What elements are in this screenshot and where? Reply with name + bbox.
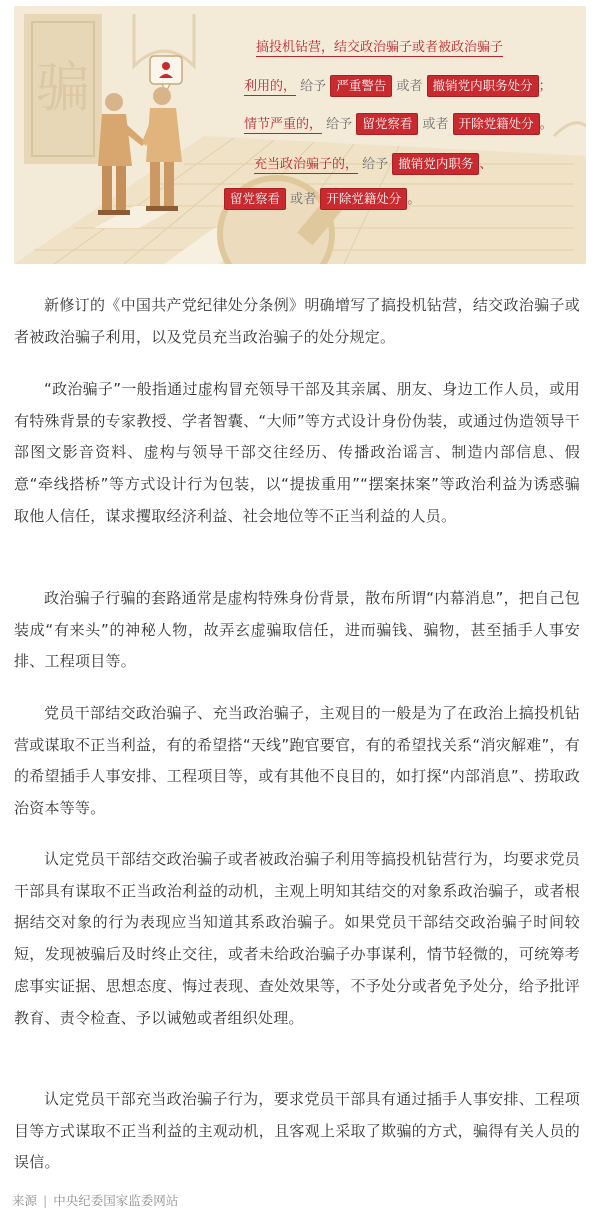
article-paragraph-6: 认定党员干部充当政治骗子行为，要求党员干部具有通过插手人事安排、工程项目等方式谋取不正当利益的主观动机，且客观上采取了欺骗的方式，骗得有关人员的误信。 bbox=[14, 1090, 580, 1172]
seal-pillar-icon bbox=[24, 14, 102, 164]
penalty-line-2: 利用的， 给予 严重警告 或者 撤销党内职务处分 ； bbox=[244, 75, 552, 97]
tag-probation: 留党察看 bbox=[356, 113, 418, 135]
offense-text: 搞投机钻营，结交政治骗子或者被政治骗子 bbox=[256, 40, 504, 55]
source-separator: | bbox=[43, 1193, 48, 1208]
tag-serious-warning: 严重警告 bbox=[330, 75, 392, 97]
penalty-line-4: 充当政治骗子的， 给予 撤销党内职务 、 bbox=[254, 153, 492, 175]
source-name: 中央纪委国家监委网站 bbox=[53, 1193, 179, 1208]
tag-revoke-party-post: 撤销党内职务处分 bbox=[427, 75, 539, 97]
tag-probation-2: 留党察看 bbox=[224, 188, 286, 210]
seal-character: 骗 bbox=[36, 56, 90, 119]
penalty-line-5: 留党察看 或者 开除党籍处分 。 bbox=[224, 188, 420, 210]
penalty-line-1 bbox=[256, 38, 503, 58]
article-paragraph-1: 新修订的《中国共产党纪律处分条例》明确增写了搞投机钻营，结交政治骗子或者被政治骗子利用，以及党员充当政治骗子的处分规定。 bbox=[14, 296, 580, 346]
source-footer bbox=[12, 1191, 178, 1209]
speech-bubble-icon bbox=[150, 56, 182, 92]
penalty-line-3: 情节严重的， 给予 留党察看 或者 开除党籍处分 。 bbox=[244, 113, 553, 135]
tag-revoke-party-post-2: 撤销党内职务 bbox=[392, 153, 479, 175]
header-illustration bbox=[14, 6, 586, 264]
tag-expel: 开除党籍处分 bbox=[453, 113, 540, 135]
article-paragraph-4: 党员干部结交政治骗子、充当政治骗子，主观目的一般是为了在政治上搞投机钻营或谋取不正当利益，有的希望搭“天线”跑官要官，有的希望找关系“消灾解难”，有的希望插手人事安排、工程项目等，或有其他不良目的，如打探“内部消息”、捞取政治资本等等。 bbox=[14, 704, 580, 818]
article-paragraph-3: 政治骗子行骗的套路通常是虚构特殊身份背景，散布所谓“内幕消息”，把自己包装成“有来头”的神秘人物，故弄玄虚骗取信任，进而骗钱、骗物，甚至插手人事安排、工程项目等。 bbox=[14, 589, 580, 671]
source-label: 来源 bbox=[12, 1193, 38, 1208]
article-paragraph-5: 认定党员干部结交政治骗子或者被政治骗子利用等搞投机钻营行为，均要求党员干部具有谋取不正当政治利益的动机，主观上明知其结交的对象系政治骗子，或者根据结交对象的行为表现应当知道其系政治骗子。如果党员干部结交政治骗子时间较短，发现被骗后及时终止交往，或者未给政治骗子办事谋利，情节轻微的，可统筹考虑事实证据、思想态度、悔过表现、查处效果等，不予处分或者免予处分，给予批评教育、责令检查、予以诫勉或者组织处理。 bbox=[14, 850, 580, 1027]
article-paragraph-2: “政治骗子”一般指通过虚构冒充领导干部及其亲属、朋友、身边工作人员，或用有特殊背景的专家教授、学者智囊、“大师”等方式设计身份伪装，或通过伪造领导干部图文影音资料、虚构与领导干部交往经历、传播政治谣言、制造内部信息、假意“牵线搭桥”等方式设计行为包装，以“提拔重用”“摆案抹案”等政治利益为诱惑骗取他人信任，谋求攫取经济利益、社会地位等不正当利益的人员。 bbox=[14, 380, 580, 525]
tag-expel-2: 开除党籍处分 bbox=[320, 188, 407, 210]
